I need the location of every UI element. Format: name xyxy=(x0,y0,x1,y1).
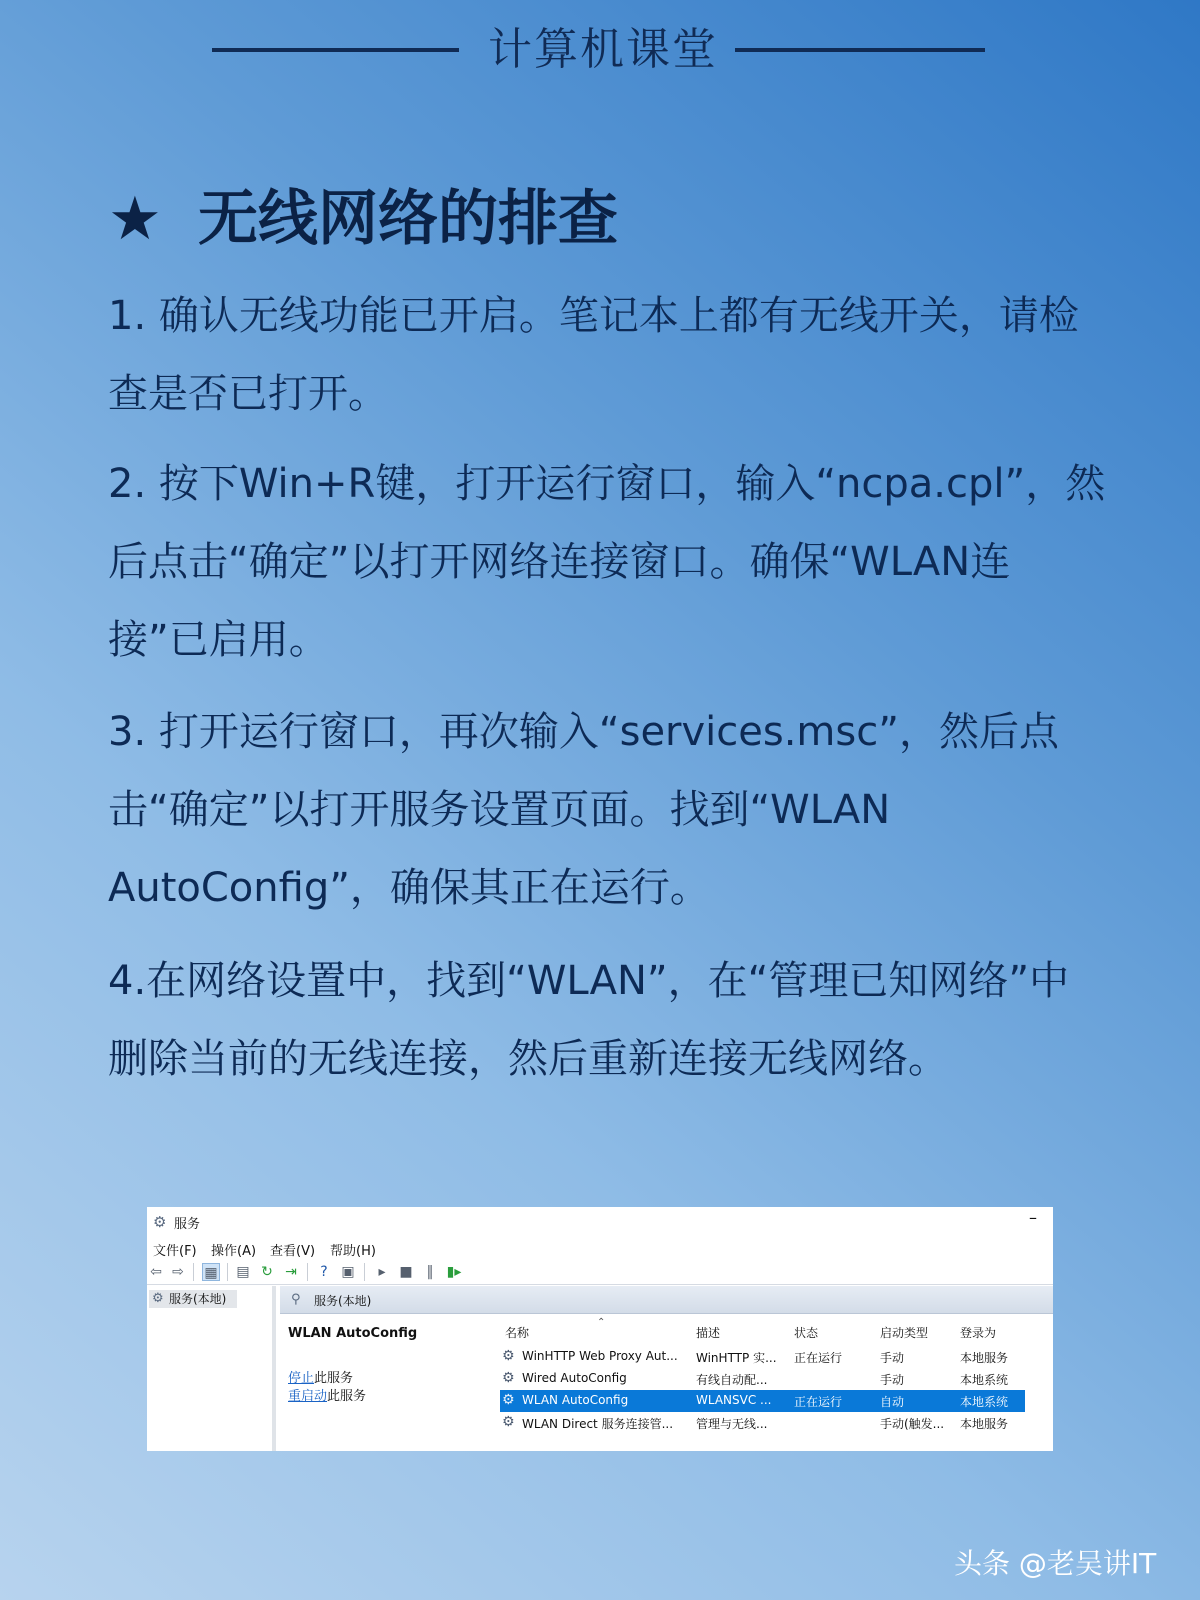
gear-icon: ⚙ xyxy=(152,1291,164,1306)
gear-icon: ⚙ xyxy=(502,1392,515,1408)
menu-bar xyxy=(147,1237,1053,1259)
service-description: WLANSVC ... xyxy=(696,1393,772,1407)
back-arrow-icon[interactable]: ⇦ xyxy=(150,1264,162,1280)
properties-icon[interactable]: ▤ xyxy=(236,1264,250,1280)
services-list xyxy=(500,1316,1053,1451)
page-header xyxy=(0,22,1200,78)
service-description: 管理与无线... xyxy=(696,1417,768,1431)
pause-service-icon[interactable]: ‖ xyxy=(426,1264,434,1280)
toolbar xyxy=(147,1259,1053,1285)
service-description: 有线自动配... xyxy=(696,1373,768,1387)
column-header-status[interactable]: 状态 xyxy=(794,1326,819,1340)
step-4-text: 4.在网络设置中，找到“WLAN”，在“管理已知网络”中删除当前的无线连接，然后重新连接无线网络。 xyxy=(108,958,1070,1082)
services-gear-icon: ⚙ xyxy=(153,1213,167,1231)
restart-service-icon[interactable]: ▮▸ xyxy=(446,1264,462,1280)
sort-ascending-icon: ⌃ xyxy=(597,1317,606,1328)
console-tree xyxy=(147,1286,276,1451)
service-row[interactable] xyxy=(500,1368,1053,1390)
section-title-text: 无线网络的排查 xyxy=(198,184,618,254)
selected-service-name: WLAN AutoConfig xyxy=(288,1326,418,1341)
gear-icon: ⚙ xyxy=(502,1414,515,1430)
header-rule-right xyxy=(735,48,985,52)
service-name: Wired AutoConfig xyxy=(522,1371,627,1385)
window-title: 服务 xyxy=(174,1217,201,1232)
column-header-startup-type[interactable]: 启动类型 xyxy=(880,1326,929,1340)
gear-icon: ⚙ xyxy=(502,1348,515,1364)
search-icon: ⚲ xyxy=(291,1292,301,1307)
star-icon: ★ xyxy=(108,184,162,254)
services-pane-title: 服务(本地) xyxy=(314,1294,372,1308)
service-row[interactable] xyxy=(500,1412,1053,1434)
menu-view[interactable]: 查看(V) xyxy=(270,1244,316,1259)
stop-service-suffix: 此服务 xyxy=(314,1371,354,1386)
menu-help[interactable]: 帮助(H) xyxy=(330,1244,376,1259)
gear-icon: ⚙ xyxy=(502,1370,515,1386)
service-log-on-as: 本地服务 xyxy=(960,1417,1009,1431)
help-icon[interactable]: ? xyxy=(320,1264,328,1280)
toolbar-separator xyxy=(227,1263,228,1281)
service-name: WLAN AutoConfig xyxy=(522,1393,629,1407)
menu-action[interactable]: 操作(A) xyxy=(211,1244,257,1259)
services-window-screenshot xyxy=(147,1207,1053,1451)
column-header-description[interactable]: 描述 xyxy=(696,1326,721,1340)
restart-service-suffix: 此服务 xyxy=(327,1389,367,1404)
services-pane xyxy=(280,1286,1053,1451)
service-name: WLAN Direct 服务连接管... xyxy=(522,1417,674,1431)
section-title xyxy=(108,182,618,256)
restart-service-link[interactable]: 重启动 xyxy=(288,1389,328,1404)
service-log-on-as: 本地服务 xyxy=(960,1351,1009,1365)
service-status: 正在运行 xyxy=(794,1395,843,1409)
window-titlebar xyxy=(147,1207,1053,1237)
service-startup-type: 手动 xyxy=(880,1351,905,1365)
stop-service-icon[interactable]: ■ xyxy=(399,1264,413,1280)
service-log-on-as: 本地系统 xyxy=(960,1395,1009,1409)
service-startup-type: 手动(触发... xyxy=(880,1417,945,1431)
service-log-on-as: 本地系统 xyxy=(960,1373,1009,1387)
minimize-button[interactable]: – xyxy=(1029,1208,1037,1227)
service-name: WinHTTP Web Proxy Aut... xyxy=(522,1349,678,1363)
show-tree-icon[interactable]: ▦ xyxy=(202,1263,220,1281)
stop-service-link[interactable]: 停止 xyxy=(288,1371,315,1386)
services-pane-header xyxy=(280,1286,1053,1314)
stop-service-action xyxy=(288,1367,353,1386)
menu-file[interactable]: 文件(F) xyxy=(153,1244,197,1259)
console-icon[interactable]: ▣ xyxy=(341,1264,355,1280)
forward-arrow-icon[interactable]: ⇨ xyxy=(172,1264,184,1280)
export-list-icon[interactable]: ⇥ xyxy=(285,1264,297,1280)
service-row-selected[interactable] xyxy=(500,1390,1025,1412)
column-header-log-on-as[interactable]: 登录为 xyxy=(960,1326,997,1340)
service-description: WinHTTP 实... xyxy=(696,1351,777,1365)
step-1-text: 1. 确认无线功能已开启。笔记本上都有无线开关，请检查是否已打开。 xyxy=(108,293,1079,417)
step-2-text: 2. 按下Win+R键，打开运行窗口，输入“ncpa.cpl”，然后点击“确定”以打开网络连接窗口。确保“WLAN连接”已启用。 xyxy=(108,461,1106,663)
service-startup-type: 自动 xyxy=(880,1395,905,1409)
restart-service-action xyxy=(288,1385,366,1404)
toolbar-separator xyxy=(364,1263,365,1281)
service-startup-type: 手动 xyxy=(880,1373,905,1387)
service-status: 正在运行 xyxy=(794,1351,843,1365)
column-header-name[interactable]: 名称 xyxy=(505,1326,530,1340)
service-row[interactable] xyxy=(500,1346,1053,1368)
header-rule-left xyxy=(212,48,459,52)
header-title: 计算机课堂 xyxy=(488,24,718,75)
toolbar-separator xyxy=(307,1263,308,1281)
refresh-icon[interactable]: ↻ xyxy=(261,1264,273,1280)
tree-item-label: 服务(本地) xyxy=(169,1292,227,1306)
start-service-icon[interactable]: ▸ xyxy=(378,1264,386,1280)
toolbar-separator xyxy=(193,1263,194,1281)
tree-item-services-local[interactable] xyxy=(149,1290,237,1308)
footer-watermark: 头条 @老吴讲IT xyxy=(954,1547,1157,1580)
step-3-text: 3. 打开运行窗口，再次输入“services.msc”，然后点击“确定”以打开服务设置页面。找到“WLAN AutoConfig”，确保其正在运行。 xyxy=(108,709,1059,911)
